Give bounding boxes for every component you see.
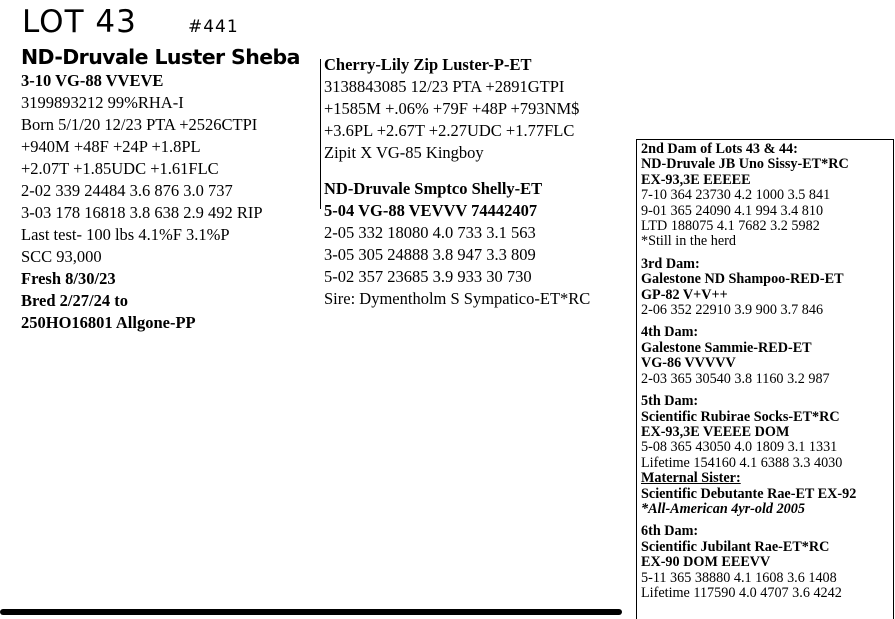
cow-detail-line: Born 5/1/20 12/23 PTA +2526CTPI (21, 115, 258, 134)
pedigree-line: 5-08 365 43050 4.0 1809 3.1 1331 (641, 439, 838, 456)
pedigree-line: 2nd Dam of Lots 43 & 44: (641, 141, 798, 157)
cow-detail-line: SCC 93,000 (21, 247, 102, 266)
dam-line: 2-05 332 18080 4.0 733 3.1 563 (324, 223, 536, 242)
cow-detail-line: 250HO16801 Allgone-PP (21, 313, 196, 332)
cow-detail-line: +940M +48F +24P +1.8PL (21, 137, 201, 156)
pedigree-line: Scientific Rubirae Socks-ET*RC (641, 408, 840, 425)
pedigree-box (636, 139, 894, 619)
pedigree-line: 7-10 364 23730 4.2 1000 3.5 841 (641, 187, 831, 204)
sire-name: Cherry-Lily Zip Luster-P-ET (324, 55, 532, 74)
cow-detail-line: Fresh 8/30/23 (21, 269, 116, 288)
bottom-rule (0, 609, 622, 615)
pedigree-line: 5th Dam: (641, 393, 699, 410)
pedigree-line: Scientific Jubilant Rae-ET*RC (641, 538, 830, 555)
pedigree-line: 4th Dam: (641, 324, 699, 341)
pedigree-line: Galestone Sammie-RED-ET (641, 339, 812, 356)
pedigree-line: 9-01 365 24090 4.1 994 3.4 810 (641, 202, 824, 219)
pedigree-line: Lifetime 117590 4.0 4707 3.6 4242 (641, 584, 842, 601)
dam-name: ND-Druvale Smptco Shelly-ET (324, 179, 543, 198)
catalog-number: #441 (188, 17, 239, 37)
pedigree-line: VG-86 VVVVV (641, 355, 736, 372)
pedigree-section (641, 394, 856, 517)
pedigree-box-content (641, 142, 856, 608)
pedigree-section (641, 325, 856, 387)
pedigree-section (641, 524, 856, 601)
pedigree-line: 2-03 365 30540 3.8 1160 3.2 987 (641, 370, 830, 387)
spacer (324, 164, 590, 178)
pedigree-line: Maternal Sister: (641, 470, 741, 487)
cow-detail-line: Bred 2/27/24 to (21, 291, 128, 310)
pedigree-line: *All-American 4yr-old 2005 (641, 500, 805, 517)
pedigree-line: 6th Dam: (641, 523, 699, 540)
pedigree-line: GP-82 V+V++ (641, 286, 728, 303)
pedigree-line: ND-Druvale JB Uno Sissy-ET*RC (641, 156, 849, 173)
lot-title: LOT 43 (22, 4, 137, 40)
cow-detail-line: 3-03 178 16818 3.8 638 2.9 492 RIP (21, 203, 263, 222)
pedigree-line: Scientific Debutante Rae-ET EX-92 (641, 485, 857, 502)
pedigree-line: 2-06 352 22910 3.9 900 3.7 846 (641, 302, 824, 319)
cow-detail-line: 3-10 VG-88 VVEVE (21, 71, 164, 90)
dam-line: 5-02 357 23685 3.9 933 30 730 (324, 267, 532, 286)
pedigree-section (641, 142, 856, 250)
cow-detail-line: 2-02 339 24484 3.6 876 3.0 737 (21, 181, 233, 200)
sire-dam-column (324, 54, 590, 310)
sire-line: Zipit X VG-85 Kingboy (324, 143, 484, 162)
pedigree-line: 5-11 365 38880 4.1 1608 3.6 1408 (641, 569, 837, 586)
pedigree-line: EX-90 DOM EEEVV (641, 554, 771, 571)
dam-line: 3-05 305 24888 3.8 947 3.3 809 (324, 245, 536, 264)
pedigree-line: EX-93,3E VEEEE DOM (641, 423, 790, 440)
pedigree-section (641, 257, 856, 319)
sire-line: +3.6PL +2.67T +2.27UDC +1.77FLC (324, 121, 575, 140)
pedigree-line: EX-93,3E EEEEE (641, 171, 751, 188)
pedigree-line: *Still in the herd (641, 233, 736, 250)
sire-line: 3138843085 12/23 PTA +2891GTPI (324, 77, 565, 96)
pedigree-line: Lifetime 154160 4.1 6388 3.3 4030 (641, 454, 843, 471)
dam-line: Sire: Dymentholm S Sympatico-ET*RC (324, 289, 591, 308)
pedigree-line: LTD 188075 4.1 7682 3.2 5982 (641, 218, 820, 235)
cow-detail-line: Last test- 100 lbs 4.1%F 3.1%P (21, 225, 230, 244)
cow-name: ND-Druvale Luster Sheba (21, 45, 300, 69)
sire-divider (320, 59, 321, 209)
cow-detail-line: +2.07T +1.85UDC +1.61FLC (21, 159, 219, 178)
pedigree-line: Galestone ND Shampoo-RED-ET (641, 271, 844, 288)
dam-score: 5-04 VG-88 VEVVV 74442407 (324, 201, 538, 220)
cow-detail-line: 3199893212 99%RHA-I (21, 93, 184, 112)
pedigree-line: 3rd Dam: (641, 255, 700, 272)
sire-line: +1585M +.06% +79F +48P +793NM$ (324, 99, 580, 118)
cow-details (21, 70, 263, 334)
